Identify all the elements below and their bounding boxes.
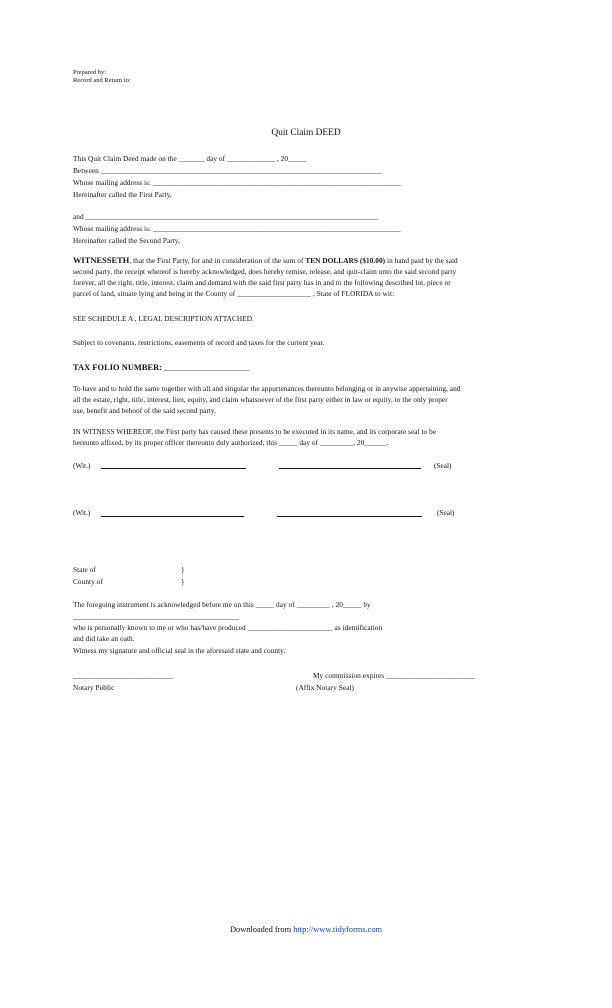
consideration-amount: TEN DOLLARS ($10.00) xyxy=(305,256,386,265)
second-party-address-line: Whose mailing address is: ___________________________________________________________________ xyxy=(73,224,401,233)
first-party-label: Hereinafter called the First Party, xyxy=(73,190,172,199)
witnesseth-line-1 xyxy=(73,256,458,265)
grantor-signature-line-2[interactable] xyxy=(277,516,422,517)
record-return-label: Record and Return to: xyxy=(73,77,131,84)
seal-label-1: (Seal) xyxy=(434,461,452,470)
witnesseth-line-2: second party, the receipt whereof is hereby acknowledged, does hereby remise, release, and quit-claim unto the said second party xyxy=(73,267,457,276)
footer-download-note xyxy=(0,925,612,935)
first-party-address-line: Whose mailing address is: ___________________________________________________________________ xyxy=(73,178,401,187)
second-party-label: Hereinafter called the Second Party, xyxy=(73,236,180,245)
witness-label-1: (Wit.) xyxy=(73,461,91,470)
notary-signature-blank: ___________________________ xyxy=(73,671,173,680)
in-witness-line-1: IN WITNESS WHEREOF, the First party has caused these presents to be executed in its name, and its corporate seal to be xyxy=(73,427,437,436)
footer-link[interactable]: http://www.tidyforms.com xyxy=(293,925,383,934)
commission-expires-line: My commission expires ________________________ xyxy=(313,671,475,680)
acknowledgment-line-3: who is personally known to me or who has/have produced _______________________ as identification xyxy=(73,623,383,632)
habendum-line-1: To have and to hold the same together with all and singular the appurtenances thereunto belonging or in anywise appertaining, and xyxy=(73,384,461,393)
schedule-a-line: SEE SCHEDULE A , LEGAL DESCRIPTION ATTACHED. xyxy=(73,314,254,323)
witnesseth-heading: WITNESSETH xyxy=(73,256,130,265)
notary-county-brace: } xyxy=(181,577,185,586)
acknowledgment-line-1: The foregoing instrument is acknowledged before me on this _____ day of _________ , 20_____ by xyxy=(73,600,371,609)
witnesseth-text: , that the First Party, for and in consideration of the sum of xyxy=(129,256,306,265)
tax-folio-blank: _______________________ xyxy=(162,363,250,372)
grantor-signature-line-1[interactable] xyxy=(279,468,421,469)
witness-signature-line-1[interactable] xyxy=(101,468,246,469)
tax-folio-label: TAX FOLIO NUMBER: xyxy=(73,363,163,372)
notary-state-brace: } xyxy=(181,565,185,574)
footer-prefix: Downloaded from xyxy=(229,925,294,934)
notary-county-label: County of xyxy=(73,577,103,586)
acknowledgment-line-2: _____________________________________________ xyxy=(73,612,240,621)
first-party-name-line: Between ____________________________________________________________________________ xyxy=(73,166,382,175)
affix-seal-label: (Affix Notary Seal) xyxy=(296,683,354,692)
witnesseth-line-4: parcel of land, situate lying and being in the County of ____________________ , State of FLORIDA to wit: xyxy=(73,289,395,298)
witness-label-2: (Wit.) xyxy=(73,508,91,517)
witness-signature-line-2[interactable] xyxy=(101,516,244,517)
second-party-name-line: and _______________________________________________________________________________ xyxy=(73,212,378,221)
witnesseth-line-3: forever, all the right, title, interest, claim and demand with the said first party has in and to the following described lot, piece or xyxy=(73,278,451,287)
habendum-line-3: use, benefit and behoof of the said second party. xyxy=(73,406,217,415)
subject-to-line: Subject to covenants, restrictions, easements of record and taxes for the current year. xyxy=(73,338,325,347)
acknowledgment-line-4: and did take an oath. xyxy=(73,634,135,643)
prepared-by-label: Prepared by: xyxy=(73,69,107,76)
habendum-line-2: all the estate, right, title, interest, lien, equity, and claim whatsoever of the first party either in law or equity, to the only proper xyxy=(73,395,448,404)
tax-folio-line xyxy=(73,363,249,372)
notary-public-label: Notary Public xyxy=(73,683,115,692)
notary-state-label: State of xyxy=(73,565,96,574)
seal-label-2: (Seal) xyxy=(437,508,455,517)
in-witness-line-2: hereunto affixed, by its proper officer thereunto duly authorized, this _____ day of _________, 20______. xyxy=(73,438,389,447)
acknowledgment-line-5: Witness my signature and official seal in the aforesaid state and county. xyxy=(73,646,286,655)
witnesseth-text-end: in hand paid by the said xyxy=(385,256,458,265)
deed-date-line: This Quit Claim Deed made on the _______ day of _____________ , 20_____ xyxy=(73,154,307,163)
document-title: Quit Claim DEED xyxy=(271,128,341,138)
